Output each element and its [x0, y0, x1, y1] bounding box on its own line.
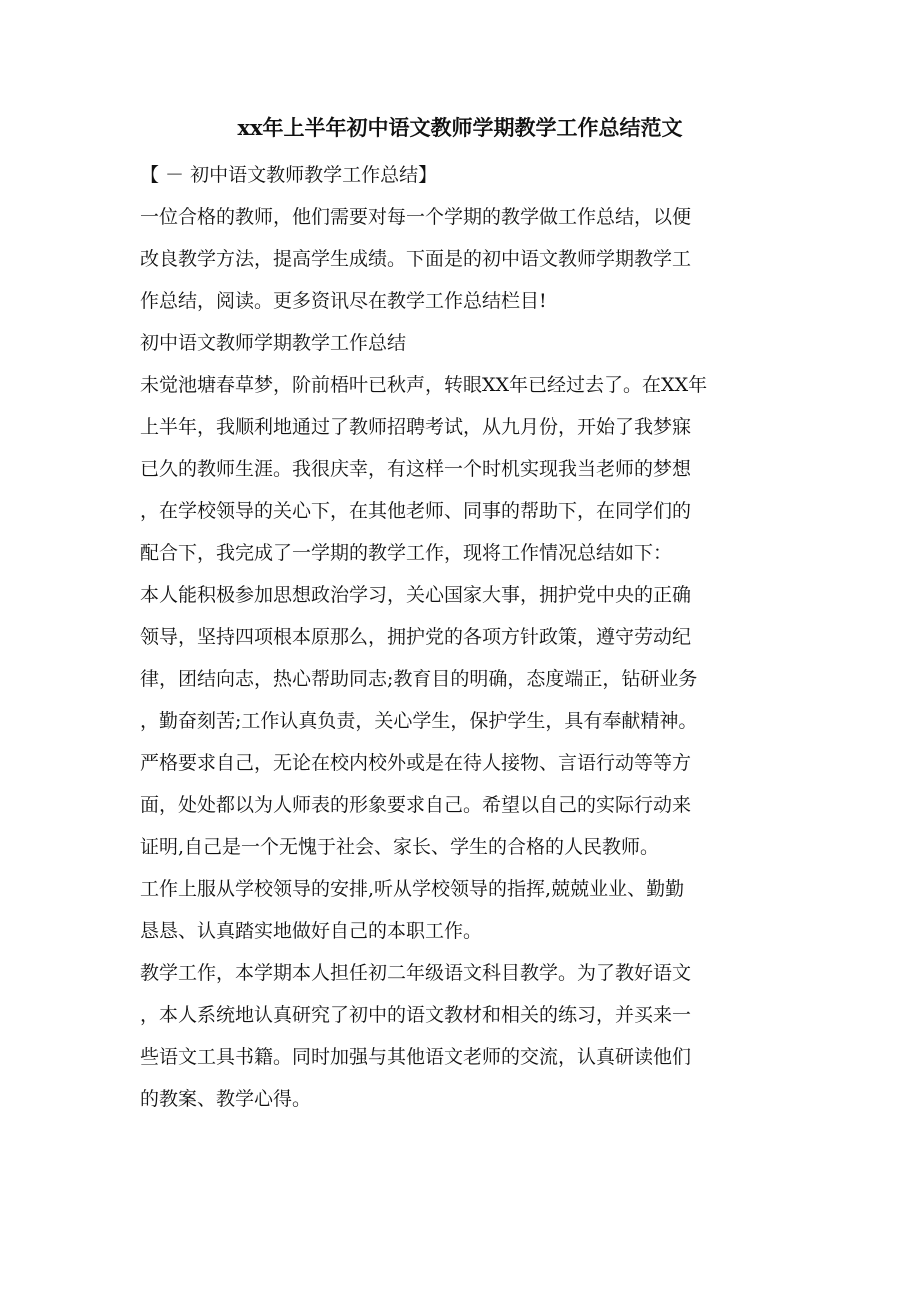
body-line: 严格要求自己，无论在校内校外或是在待人接物、言语行动等等方: [140, 752, 692, 774]
body-line: 未觉池塘春草梦，阶前梧叶已秋声，转眼XX年已经过去了。在XX年: [140, 374, 708, 396]
body-line: 配合下，我完成了一学期的教学工作，现将工作情况总结如下：: [140, 542, 673, 564]
document-title: xx年上半年初中语文教师学期教学工作总结范文: [237, 115, 683, 140]
body-line: 工作上服从学校领导的安排,听从学校领导的指挥,兢兢业业、勤勤: [140, 878, 685, 900]
document-body: [140, 154, 780, 1120]
body-line: 教学工作，本学期本人担任初二年级语文科目教学。为了教好语文: [140, 962, 692, 984]
body-line: 恳恳、认真踏实地做好自己的本职工作。: [140, 920, 483, 942]
body-line: 改良教学方法，提高学生成绩。下面是的初中语文教师学期教学工: [140, 248, 692, 270]
body-line: 证明,自己是一个无愧于社会、家长、学生的合格的人民教师。: [140, 836, 660, 858]
section-heading: 初中语文教师学期教学工作总结: [140, 332, 407, 354]
body-line: 律，团结向志，热心帮助同志;教育目的明确，态度端正，钻研业务: [140, 668, 698, 690]
body-line: 已久的教师生涯。我很庆幸，有这样一个时机实现我当老师的梦想: [140, 458, 692, 480]
body-line: 本人能积极参加思想政治学习，关心国家大事，拥护党中央的正确: [140, 584, 692, 606]
body-line: 作总结，阅读。更多资讯尽在教学工作总结栏目!: [140, 290, 547, 312]
body-line: 一位合格的教师，他们需要对每一个学期的教学做工作总结，以便: [140, 206, 692, 228]
body-line: ，本人系统地认真研究了初中的语文教材和相关的练习，并买来一: [140, 1004, 692, 1026]
body-line: ，勤奋刻苦;工作认真负责，关心学生，保护学生，具有奉献精神。: [140, 710, 698, 732]
body-line: 领导，坚持四项根本原那么，拥护党的各项方针政策，遵守劳动纪: [140, 626, 692, 648]
body-line: 面，处处都以为人师表的形象要求自己。希望以自己的实际行动来: [140, 794, 692, 816]
body-line: 的教案、教学心得。: [140, 1088, 312, 1110]
subtitle-line: 【 － 初中语文教师教学工作总结】: [140, 164, 438, 186]
body-line: 些语文工具书籍。同时加强与其他语文老师的交流，认真研读他们: [140, 1046, 692, 1068]
body-line: ，在学校领导的关心下，在其他老师、同事的帮助下，在同学们的: [140, 500, 692, 522]
body-line: 上半年，我顺利地通过了教师招聘考试，从九月份，开始了我梦寐: [140, 416, 692, 438]
